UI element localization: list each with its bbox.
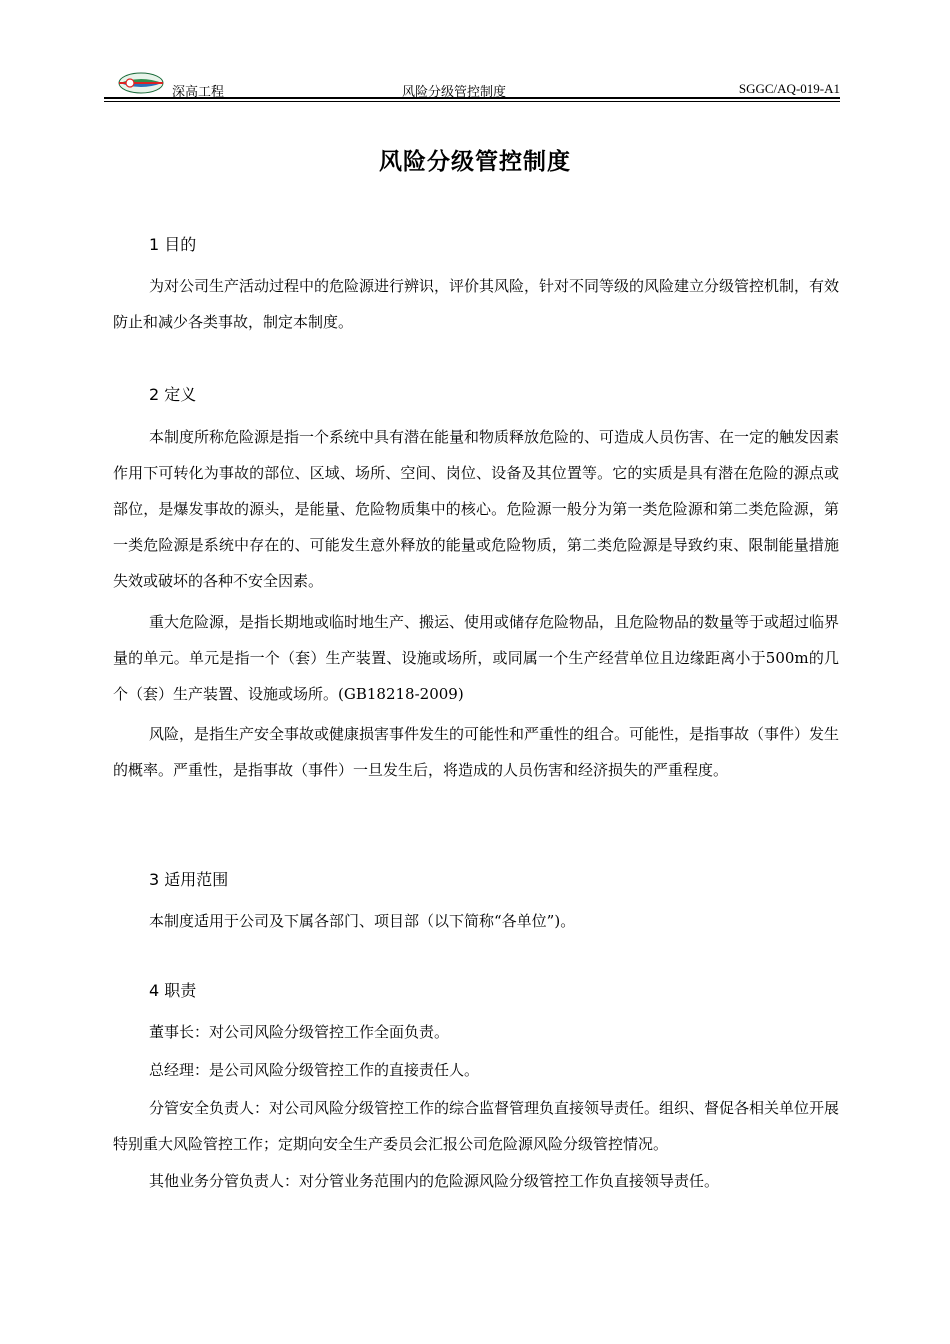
section-heading-definition: 2 定义 (149, 385, 197, 404)
header-doc-code: SGGC/AQ-019-A1 (738, 81, 840, 96)
section-heading-purpose: 1 目的 (149, 235, 197, 254)
paragraph: 本制度所称危险源是指一个系统中具有潜在能量和物质释放危险的、可造成人员伤害、在一定的触发因素作用下可转化为事故的部位、区域、场所、空间、岗位、设备及其位置等。它的实质是具有潜在危险的源点或部位，是爆发事故的源头，是能量、危险物质集中的核心。危险源一般分为第一类危险源和第二类危险源，第一类危险源是系统中存在的、可能发生意外释放的能量或危险物质，第二类危险源是导致约束、限制能量措施失效或破坏的各种不安全因素。 (113, 428, 840, 590)
paragraph: 总经理：是公司风险分级管控工作的直接责任人。 (149, 1061, 480, 1079)
paragraph: 分管安全负责人：对公司风险分级管控工作的综合监督管理负直接领导责任。组织、督促各相关单位开展特别重大风险管控工作；定期向安全生产委员会汇报公司危险源风险分级管控情况。 (113, 1099, 840, 1153)
paragraph: 董事长：对公司风险分级管控工作全面负责。 (149, 1023, 450, 1041)
header-company: 深高工程 (172, 85, 225, 100)
page-header (104, 68, 840, 100)
document-title: 风险分级管控制度 (379, 149, 571, 176)
paragraph: 重大危险源，是指长期地或临时地生产、搬运、使用或储存危险物品，且危险物品的数量等于或超过临界量的单元。单元是指一个（套）生产装置、设施或场所，或同属一个生产经营单位且边缘距离小于500m的几个（套）生产装置、设施或场所。(GB18218-2009) (113, 613, 840, 703)
section-heading-responsibilities: 4 职责 (149, 981, 197, 1000)
paragraph: 为对公司生产活动过程中的危险源进行辨识，评价其风险，针对不同等级的风险建立分级管控机制，有效防止和减少各类事故，制定本制度。 (113, 277, 840, 331)
paragraph: 其他业务分管负责人：对分管业务范围内的危险源风险分级管控工作负直接领导责任。 (149, 1172, 720, 1190)
section-heading-scope: 3 适用范围 (149, 870, 229, 889)
header-rule-thin (104, 101, 840, 102)
company-logo-icon (118, 72, 164, 94)
header-rule-thick (104, 97, 840, 99)
header-doc-name: 风险分级管控制度 (402, 85, 507, 100)
paragraph: 本制度适用于公司及下属各部门、项目部（以下简称“各单位”)。 (149, 912, 576, 930)
paragraph: 风险，是指生产安全事故或健康损害事件发生的可能性和严重性的组合。可能性，是指事故（事件）发生的概率。严重性，是指事故（事件）一旦发生后，将造成的人员伤害和经济损失的严重程度。 (113, 725, 840, 779)
